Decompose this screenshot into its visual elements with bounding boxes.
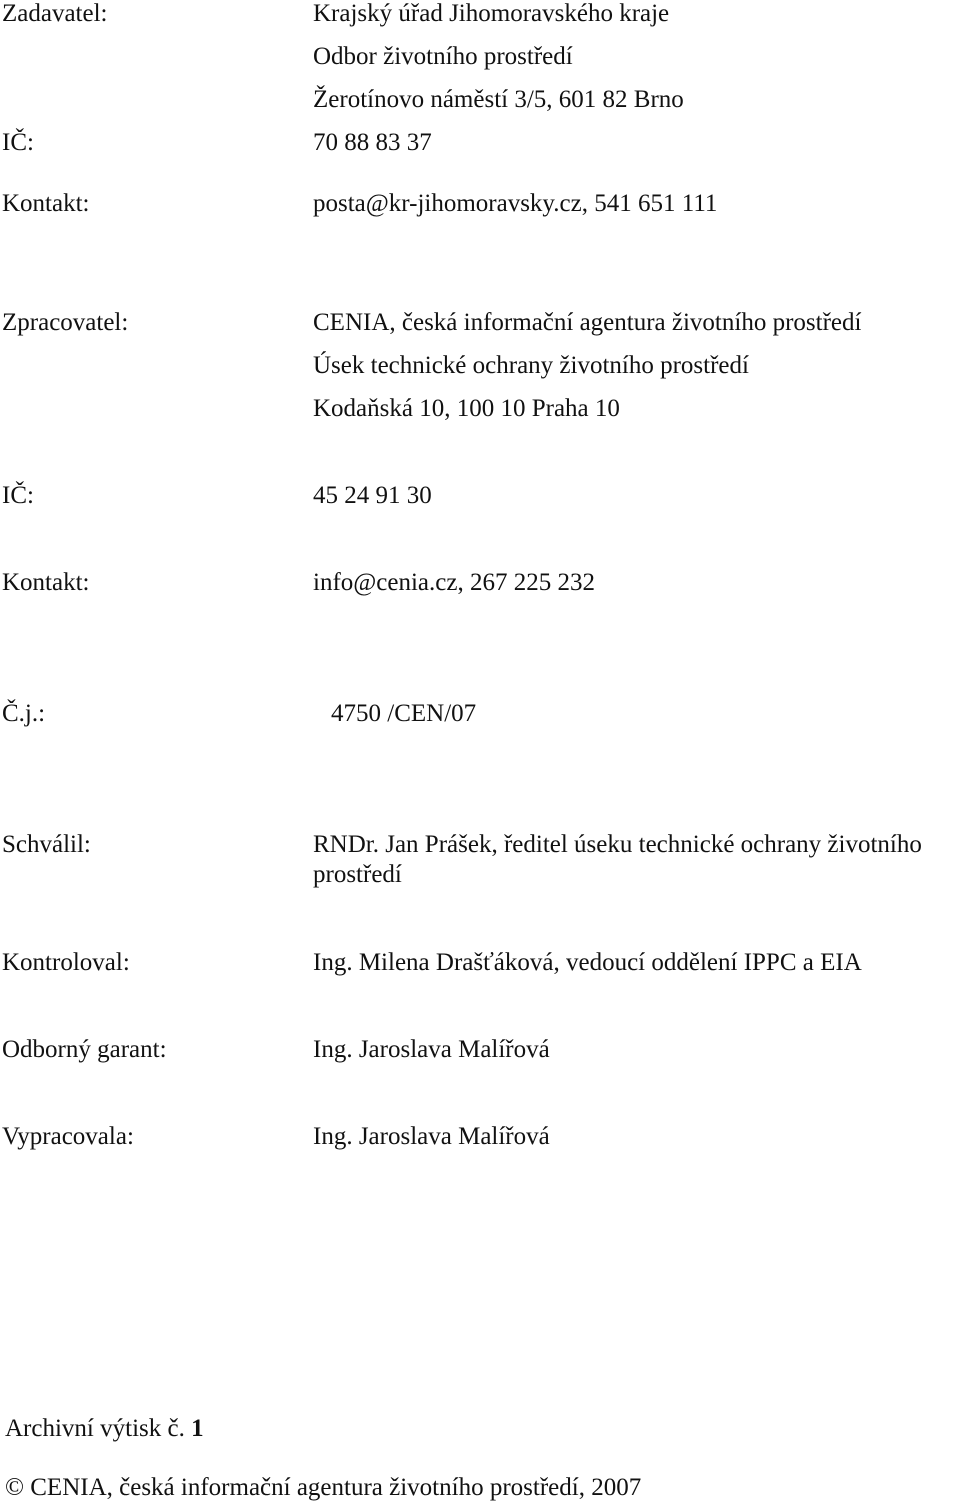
archive-copy-line (5, 1416, 204, 1441)
zadavatel-contact-value: posta@kr-jihomoravsky.cz, 541 651 111 (313, 190, 718, 217)
copyright-text: CENIA, česká informační agentura životního prostředí, 2007 (30, 1474, 642, 1501)
zpracovatel-department: Úsek technické ochrany životního prostředí (313, 352, 749, 379)
zadavatel-ic-value: 70 88 83 37 (313, 129, 432, 156)
zpracovatel-contact-value: info@cenia.cz, 267 225 232 (313, 569, 595, 596)
archive-number: 1 (191, 1415, 204, 1442)
schvalil-label: Schválil: (2, 831, 91, 858)
schvalil-line1: RNDr. Jan Prášek, ředitel úseku technické ochrany životního (313, 831, 922, 858)
zpracovatel-address: Kodaňská 10, 100 10 Praha 10 (313, 395, 620, 422)
vypracovala-label: Vypracovala: (2, 1123, 134, 1150)
vypracovala-value: Ing. Jaroslava Malířová (313, 1123, 550, 1150)
archive-text: Archivní výtisk č. (5, 1415, 185, 1442)
zpracovatel-label: Zpracovatel: (2, 309, 129, 336)
reference-label: Č.j.: (2, 700, 46, 727)
zadavatel-ic-label: IČ: (2, 129, 34, 156)
zpracovatel-name: CENIA, česká informační agentura životního prostředí (313, 309, 862, 336)
schvalil-line2: prostředí (313, 861, 402, 888)
garant-value: Ing. Jaroslava Malířová (313, 1036, 550, 1063)
kontroloval-label: Kontroloval: (2, 949, 130, 976)
zadavatel-label: Zadavatel: (2, 0, 108, 27)
zpracovatel-ic-value: 45 24 91 30 (313, 482, 432, 509)
kontroloval-value: Ing. Milena Drašťáková, vedoucí oddělení IPPC a EIA (313, 949, 862, 976)
zpracovatel-contact-label: Kontakt: (2, 569, 90, 596)
reference-value: 4750 /CEN/07 (331, 700, 477, 727)
copyright-icon: © (5, 1474, 24, 1501)
zpracovatel-ic-label: IČ: (2, 482, 34, 509)
zadavatel-contact-label: Kontakt: (2, 190, 90, 217)
zadavatel-name: Krajský úřad Jihomoravského kraje (313, 0, 670, 27)
zadavatel-department: Odbor životního prostředí (313, 43, 573, 70)
copyright-line (5, 1475, 641, 1500)
zadavatel-address: Žerotínovo náměstí 3/5, 601 82 Brno (313, 86, 684, 113)
garant-label: Odborný garant: (2, 1036, 167, 1063)
